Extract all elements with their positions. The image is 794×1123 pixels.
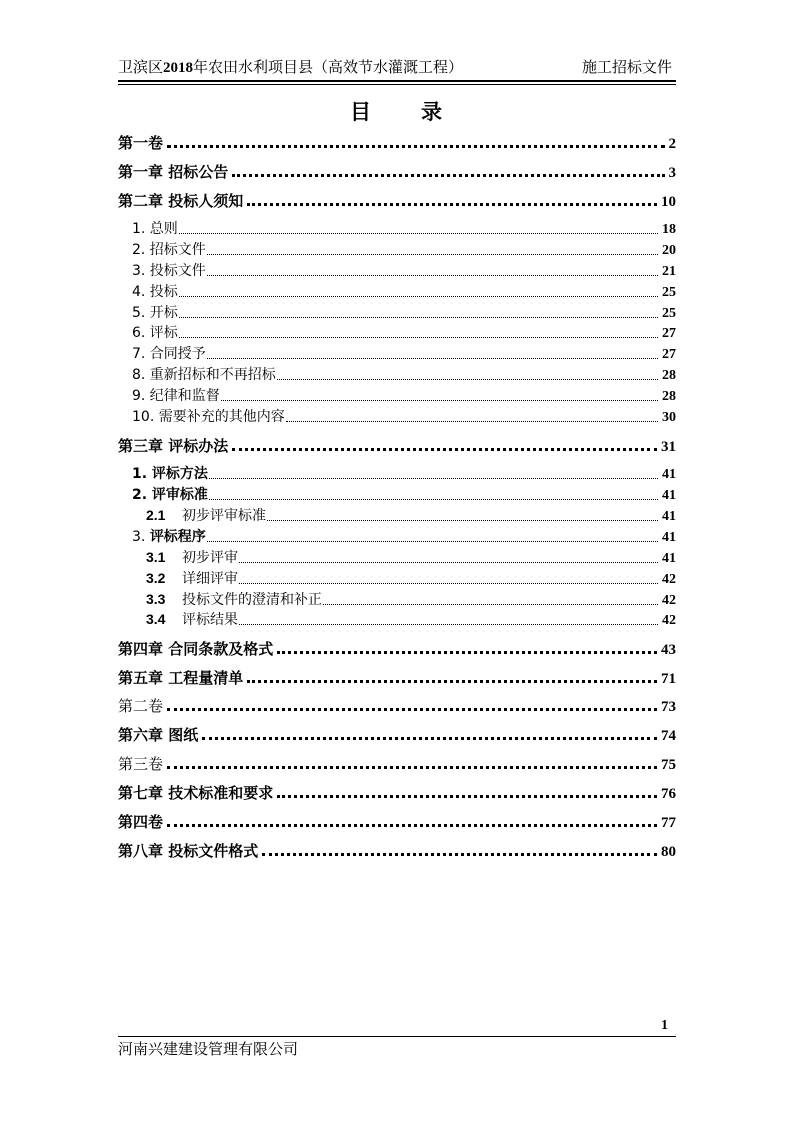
toc-leader <box>167 145 664 148</box>
toc-leader <box>277 651 657 654</box>
toc-entry-label: 8. 重新招标和不再招标 <box>132 367 276 383</box>
toc-entry-number: 2.1 <box>146 507 166 523</box>
toc-entry-label: 6. 评标 <box>132 325 178 341</box>
toc-entry-page: 25 <box>662 306 676 321</box>
toc-leader <box>179 337 658 338</box>
toc-entry-ch7[interactable] <box>118 781 676 803</box>
toc-leader <box>207 254 658 255</box>
toc-entry-label: 初步评审标准 <box>182 508 266 524</box>
toc-entry-3-1[interactable] <box>118 463 676 483</box>
toc-leader <box>323 604 658 605</box>
toc-entry-label: 第八章 投标文件格式 <box>118 842 259 860</box>
toc-entry-page: 3 <box>668 165 676 181</box>
toc-entry-3-3-2[interactable] <box>118 568 676 588</box>
toc-entry-3-3-3[interactable] <box>118 589 676 609</box>
toc-entry-page: 74 <box>661 728 676 744</box>
toc-entry-label: 4. 投标 <box>132 284 178 300</box>
footer-rule <box>118 1036 676 1037</box>
toc-entry-number: 3.1 <box>146 549 166 565</box>
toc-entry-page: 73 <box>661 699 676 715</box>
toc-entry-2-10[interactable] <box>118 406 676 426</box>
toc-entry-label: 2. 评审标准 <box>132 487 208 503</box>
toc-leader <box>239 562 658 563</box>
footer-company: 河南兴建建设管理有限公司 <box>118 1040 299 1058</box>
toc-entry-page: 42 <box>662 613 676 628</box>
toc-leader <box>179 233 658 234</box>
toc-entry-vol1[interactable] <box>118 131 676 153</box>
toc-entry-page: 28 <box>662 389 676 404</box>
toc-entry-label: 3. 投标文件 <box>132 263 206 279</box>
toc-entry-vol2[interactable] <box>118 694 676 716</box>
header-rule-thin <box>118 84 676 85</box>
toc-entry-label: 第一卷 <box>118 134 164 152</box>
toc-entry-ch5[interactable] <box>118 666 676 688</box>
toc-leader <box>239 624 658 625</box>
toc-entry-2-8[interactable] <box>118 364 676 384</box>
toc-entry-ch4[interactable] <box>118 637 676 659</box>
toc-leader <box>232 174 664 177</box>
toc-entry-page: 41 <box>662 509 676 524</box>
toc-entry-label: 第三章 评标办法 <box>118 437 229 455</box>
toc-entry-page: 21 <box>662 264 676 279</box>
toc-entry-page: 30 <box>662 410 676 425</box>
toc-entry-2-4[interactable] <box>118 281 676 301</box>
toc-entry-page: 41 <box>662 467 676 482</box>
toc-title-char-2: 录 <box>421 100 444 124</box>
toc-leader <box>286 421 658 422</box>
header-project-title <box>118 56 463 77</box>
toc-entry-label: 1. 总则 <box>132 221 178 237</box>
toc-entry-label: 第二章 投标人须知 <box>118 192 244 210</box>
toc-leader <box>207 275 658 276</box>
toc-entry-page: 75 <box>661 757 676 773</box>
toc-entry-label: 10. 需要补充的其他内容 <box>132 409 285 425</box>
toc-leader <box>277 795 657 798</box>
toc-leader <box>247 203 657 206</box>
toc-leader <box>167 824 657 827</box>
toc-leader <box>239 583 658 584</box>
toc-entry-label: 第五章 工程量清单 <box>118 669 244 687</box>
toc-leader <box>207 358 658 359</box>
header-doc-type: 施工招标文件 <box>581 58 672 76</box>
toc-entry-label: 第二卷 <box>118 697 164 715</box>
toc-entry-2-1[interactable] <box>118 218 676 238</box>
toc-entry-label: 第一章 招标公告 <box>118 163 229 181</box>
toc-entry-ch3[interactable] <box>118 434 676 456</box>
toc-leader <box>221 400 658 401</box>
toc-entry-vol3[interactable] <box>118 752 676 774</box>
toc-entry-number: 3.2 <box>146 570 166 586</box>
toc-entry-3-2-1[interactable] <box>118 505 676 525</box>
header-title-prefix: 卫滨区 <box>118 58 164 76</box>
toc-entry-label: 2. 招标文件 <box>132 242 206 258</box>
toc-entry-label: 5. 开标 <box>132 305 178 321</box>
toc-entry-3-3-1[interactable] <box>118 547 676 567</box>
toc-leader <box>179 296 658 297</box>
header-year: 2018 <box>163 60 194 76</box>
toc-entry-page: 77 <box>661 815 676 831</box>
toc-entry-ch8[interactable] <box>118 839 676 861</box>
toc-entry-number: 3.4 <box>146 611 166 627</box>
toc-entry-label: 第四卷 <box>118 813 164 831</box>
toc-entry-page: 18 <box>662 222 676 237</box>
toc-entry-3-2[interactable] <box>118 484 676 504</box>
footer-page-number: 1 <box>661 1018 668 1033</box>
toc-leader <box>207 541 658 542</box>
toc-leader <box>262 853 657 856</box>
toc-entry-2-5[interactable] <box>118 302 676 322</box>
toc-entry-label: 评标结果 <box>182 612 238 628</box>
toc-leader <box>232 448 657 451</box>
toc-entry-page: 71 <box>661 671 676 687</box>
toc-entry-page: 2 <box>668 136 676 152</box>
toc-entry-page: 20 <box>662 243 676 258</box>
toc-leader <box>167 766 657 769</box>
toc-entry-label: 第七章 技术标准和要求 <box>118 784 274 802</box>
toc-leader <box>209 499 658 500</box>
toc-entry-label: 投标文件的澄清和补正 <box>182 592 322 608</box>
toc-leader <box>167 708 657 711</box>
toc-entry-page: 41 <box>662 551 676 566</box>
toc-leader <box>202 737 657 740</box>
toc-entry-page: 42 <box>662 593 676 608</box>
header-title-suffix: 年农田水利项目县（高效节水灌溉工程） <box>193 58 464 76</box>
toc-leader <box>209 478 658 479</box>
toc-entry-page: 41 <box>662 488 676 503</box>
toc-entry-ch6[interactable] <box>118 723 676 745</box>
toc-entry-number: 3.3 <box>146 591 166 607</box>
toc-entry-page: 31 <box>661 439 676 455</box>
toc-entry-2-3[interactable] <box>118 260 676 280</box>
toc-entry-label: 9. 纪律和监督 <box>132 388 220 404</box>
toc-entry-2-7[interactable] <box>118 343 676 363</box>
toc-entry-2-9[interactable] <box>118 385 676 405</box>
toc-entry-vol4[interactable] <box>118 810 676 832</box>
toc-entry-page: 41 <box>662 530 676 545</box>
toc-entry-3-3-4[interactable] <box>118 609 676 629</box>
toc-leader <box>267 520 658 521</box>
toc-entry-3-3[interactable] <box>118 526 676 546</box>
toc-entry-page: 28 <box>662 368 676 383</box>
toc-entry-page: 10 <box>661 194 676 210</box>
toc-leader <box>179 317 658 318</box>
page-header <box>118 54 676 80</box>
toc-entry-2-2[interactable] <box>118 239 676 259</box>
header-rule-thick <box>118 80 676 82</box>
toc-entry-page: 76 <box>661 786 676 802</box>
toc-entry-label: 初步评审 <box>182 550 238 566</box>
toc-entry-label: 评标程序 <box>149 529 206 545</box>
toc-title-char-1: 目 <box>350 100 373 124</box>
toc-entry-label: 7. 合同授予 <box>132 346 206 362</box>
toc-entry-page: 27 <box>662 347 676 362</box>
toc-entry-ch2[interactable] <box>118 189 676 211</box>
toc-entry-label: 第三卷 <box>118 755 164 773</box>
toc-entry-2-6[interactable] <box>118 322 676 342</box>
toc-entry-label: 第六章 图纸 <box>118 726 199 744</box>
toc-entry-ch1[interactable] <box>118 160 676 182</box>
toc-entry-page: 27 <box>662 326 676 341</box>
toc-entry-label: 1. 评标方法 <box>132 466 208 482</box>
toc-entry-page: 25 <box>662 285 676 300</box>
toc-title <box>0 96 794 126</box>
toc-leader <box>247 680 657 683</box>
toc-entry-label: 详细评审 <box>182 571 238 587</box>
toc-entry-page: 42 <box>662 572 676 587</box>
toc-entry-page: 80 <box>661 844 676 860</box>
toc-entry-number: 3. <box>132 529 146 545</box>
toc-entry-page: 43 <box>661 642 676 658</box>
toc-entry-label: 第四章 合同条款及格式 <box>118 640 274 658</box>
toc-leader <box>277 379 658 380</box>
